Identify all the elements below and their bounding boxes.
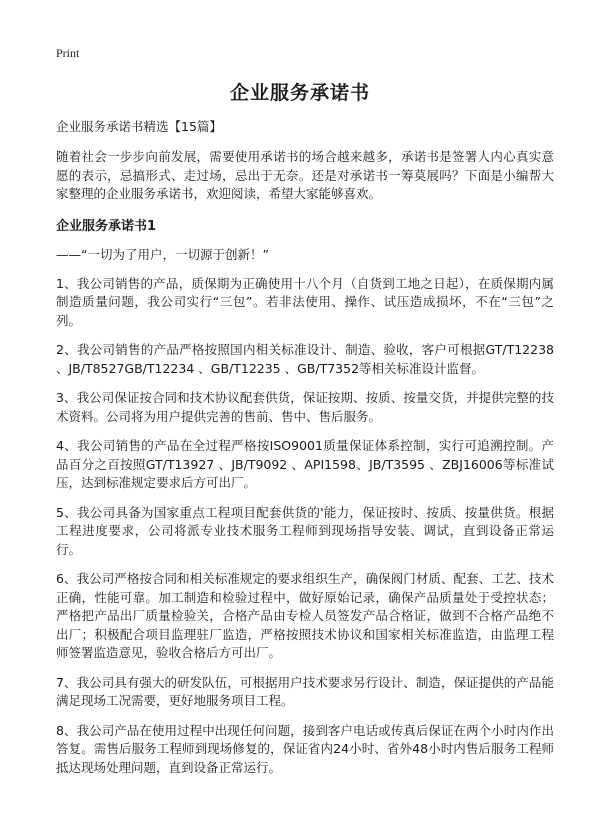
section-heading: 企业服务承诺书1	[56, 218, 157, 234]
commitment-item-5: 5、我公司具备为国家重点工程项目配套供货的'能力，保证按时、按质、按量供货。根据工程进度要求，公司将派专业技术服务工程师到现场指导安装、调试，直到设备正常运行。	[56, 504, 554, 557]
intro-paragraph: 随着社会一步步向前发展，需要使用承诺书的场合越来越多，承诺书是签署人内心真实意愿的表示，忌搞形式、走过场，忌出于无奈。还是对承诺书一筹莫展吗？下面是小编帮大家整理的企业服务承诺书，欢迎阅读，希望大家能够喜欢。	[56, 149, 554, 201]
commitment-item-1: 1、我公司销售的产品，质保期为正确使用十八个月（自货到工地之日起），在质保期内属制造质量问题，我公司实行“三包”。若非法使用、操作、试压造成损坏，不在“三包”之列。	[56, 275, 554, 328]
commitment-item-4: 4、我公司销售的产品在全过程严格按ISO9001质量保证体系控制，实行可追溯控制。产品百分之百按照GT/T13927 、JB/T9092 、API1598、JB/T3595 、ZBJ16006等标准试压，达到标准规定要求后方可出厂。	[56, 438, 554, 490]
print-link[interactable]: Print	[56, 46, 80, 60]
document-title: 企业服务承诺书	[229, 82, 370, 104]
commitment-item-3: 3、我公司保证按合同和技术协议配套供货，保证按期、按质、按量交货，并提供完整的技术资料。公司将为用户提供完善的售前、售中、售后服务。	[56, 390, 554, 424]
document-subtitle: 企业服务承诺书精选【15篇】	[56, 119, 222, 134]
commitment-item-6: 6、我公司严格按合同和相关标准规定的要求组织生产，确保阀门材质、配套、工艺、技术正确，性能可靠。加工制造和检验过程中，做好原始记录，确保产品质量处于受控状态；严格把产品出厂质量检验关，合格产品由专检人员签发产品合格证，做到不合格产品绝不出厂；积极配合项目监理驻厂监造，严格按照技术协议和国家相关标准监造，由监理工程师签署监造意见，验收合格后方可出厂。	[56, 571, 554, 660]
motto-line: ——“一切为了用户，一切源于创新！”	[56, 246, 269, 262]
commitment-item-8: 8、我公司产品在使用过程中出现任何问题，接到客户电话或传真后保证在两个小时内作出答复。需售后服务工程师到现场修复的，保证省内24小时、省外48小时内售后服务工程师抵达现场处理问题，直到设备正常运行。	[56, 722, 554, 775]
commitment-item-2: 2、我公司销售的产品严格按照国内相关标准设计、制造、验收，客户可根据GT/T12238 、JB/T8527GB/T12234 、GB/T12235 、GB/T7352等相关标准设计监督。	[56, 342, 554, 376]
document-body	[56, 118, 554, 788]
commitment-item-7: 7、我公司具有强大的研发队伍，可根据用户技术要求另行设计、制造，保证提供的产品能满足现场工况需要，更好地服务项目工程。	[56, 674, 554, 708]
